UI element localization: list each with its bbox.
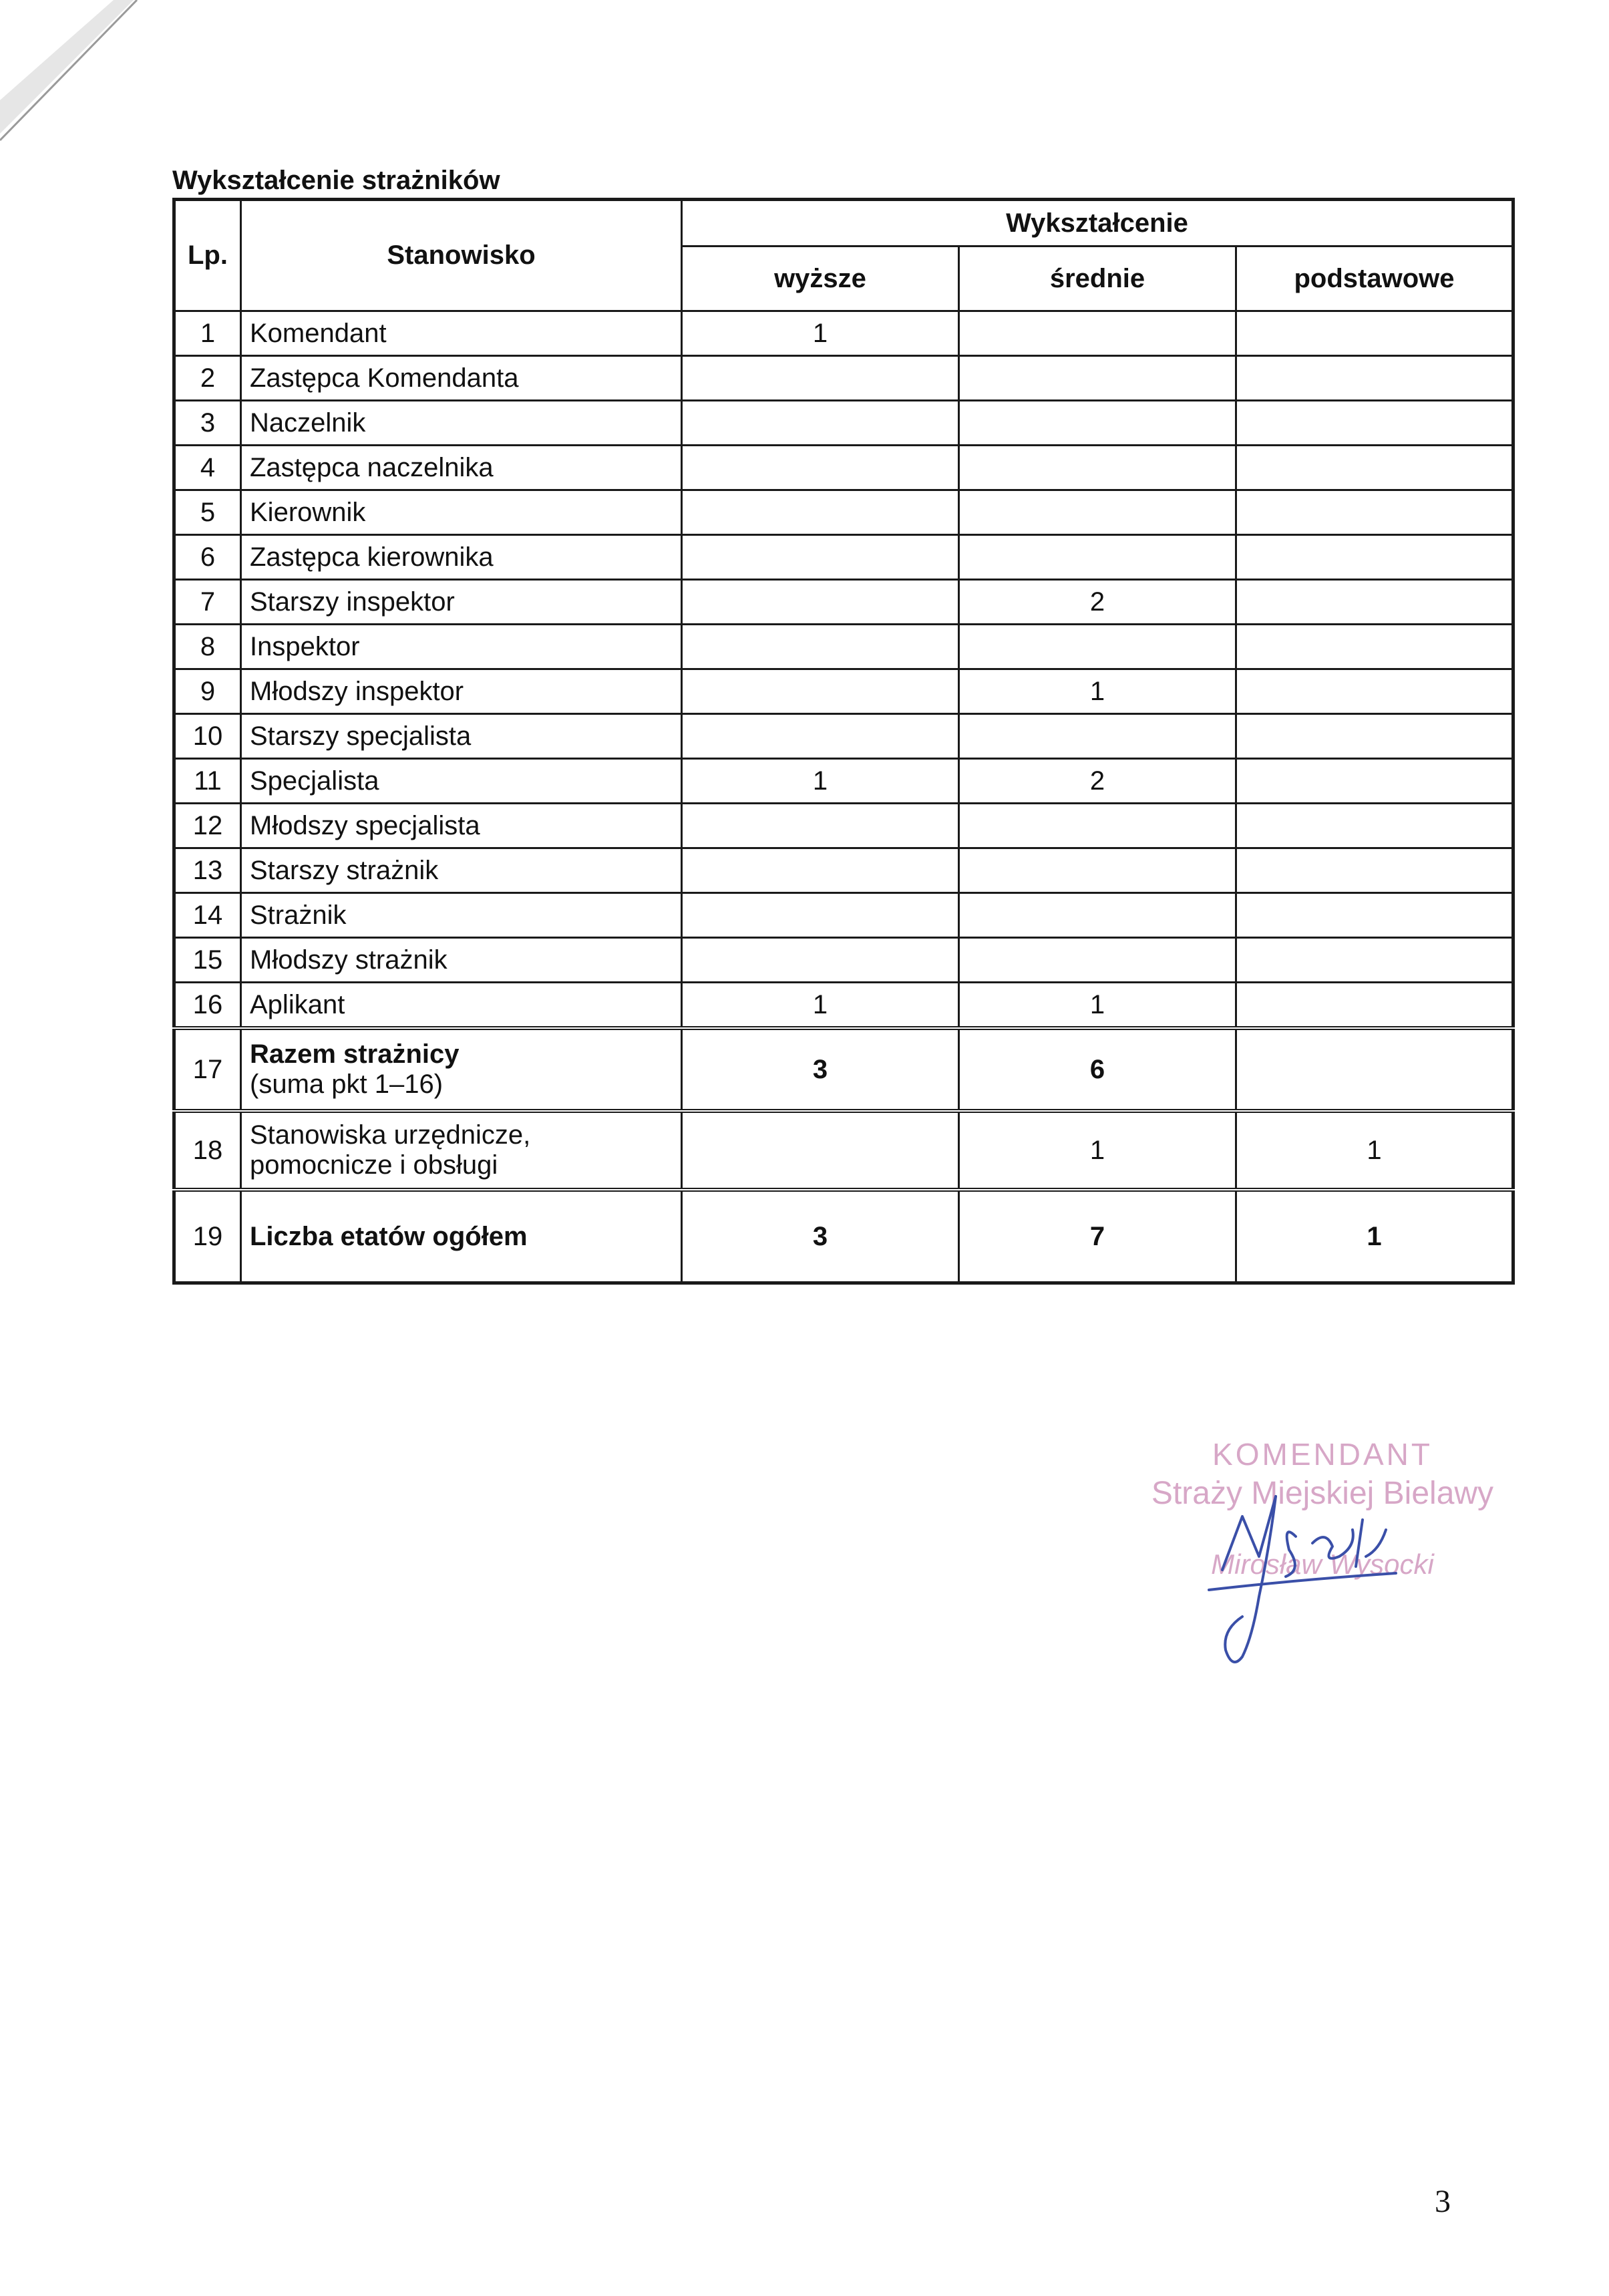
section-title: Wykształcenie strażników xyxy=(172,166,500,195)
table-row xyxy=(174,490,1513,535)
row-primary xyxy=(1236,983,1513,1029)
row-number: 17 xyxy=(174,1028,241,1111)
row-secondary: 2 xyxy=(959,580,1236,625)
row-number: 13 xyxy=(174,848,241,893)
row-position: Aplikant xyxy=(241,983,682,1029)
row-higher: 1 xyxy=(682,983,959,1029)
handwritten-signature xyxy=(1196,1456,1436,1670)
row-secondary xyxy=(959,938,1236,983)
row-primary xyxy=(1236,580,1513,625)
admin-secondary: 1 xyxy=(959,1111,1236,1190)
table-row xyxy=(174,669,1513,714)
row-number: 16 xyxy=(174,983,241,1029)
row-primary xyxy=(1236,446,1513,490)
row-number: 9 xyxy=(174,669,241,714)
row-position: Zastępca Komendanta xyxy=(241,356,682,401)
row-primary xyxy=(1236,848,1513,893)
row-position: Młodszy inspektor xyxy=(241,669,682,714)
row-number: 15 xyxy=(174,938,241,983)
row-number: 14 xyxy=(174,893,241,938)
row-number: 1 xyxy=(174,311,241,356)
row-secondary xyxy=(959,714,1236,759)
header-higher: wyższe xyxy=(682,247,959,311)
table-row xyxy=(174,580,1513,625)
header-row-top xyxy=(174,200,1513,247)
table-row xyxy=(174,535,1513,580)
row-primary xyxy=(1236,356,1513,401)
stamp-title: KOMENDANT xyxy=(1212,1437,1433,1472)
row-higher: 1 xyxy=(682,759,959,804)
row-secondary: 2 xyxy=(959,759,1236,804)
row-position: Starszy inspektor xyxy=(241,580,682,625)
row-primary xyxy=(1236,804,1513,848)
row-secondary xyxy=(959,356,1236,401)
row-position: Kierownik xyxy=(241,490,682,535)
row-higher: 1 xyxy=(682,311,959,356)
admin-primary: 1 xyxy=(1236,1111,1513,1190)
table-row xyxy=(174,759,1513,804)
admin-label-line1: Stanowiska urzędnicze, xyxy=(250,1120,531,1150)
row-number: 5 xyxy=(174,490,241,535)
table-row xyxy=(174,804,1513,848)
row-position: Strażnik xyxy=(241,893,682,938)
header-lp: Lp. xyxy=(174,200,241,311)
row-secondary: 1 xyxy=(959,669,1236,714)
row-secondary xyxy=(959,848,1236,893)
row-higher xyxy=(682,804,959,848)
header-education-group: Wykształcenie xyxy=(682,200,1513,247)
row-higher xyxy=(682,893,959,938)
row-secondary xyxy=(959,893,1236,938)
row-higher xyxy=(682,714,959,759)
row-secondary: 1 xyxy=(959,983,1236,1029)
total-higher: 3 xyxy=(682,1028,959,1111)
row-higher xyxy=(682,535,959,580)
admin-positions-row xyxy=(174,1111,1513,1190)
row-secondary xyxy=(959,446,1236,490)
row-position: Młodszy specjalista xyxy=(241,804,682,848)
grand-total-primary: 1 xyxy=(1236,1190,1513,1283)
row-position: Naczelnik xyxy=(241,401,682,446)
total-guards-label xyxy=(241,1028,682,1111)
table-row xyxy=(174,625,1513,669)
row-higher xyxy=(682,580,959,625)
total-guards-title: Razem strażnicy xyxy=(250,1039,460,1069)
header-secondary: średnie xyxy=(959,247,1236,311)
total-guards-row xyxy=(174,1028,1513,1111)
grand-total-row xyxy=(174,1190,1513,1283)
table-row xyxy=(174,714,1513,759)
row-secondary xyxy=(959,401,1236,446)
row-position: Inspektor xyxy=(241,625,682,669)
row-number: 10 xyxy=(174,714,241,759)
row-higher xyxy=(682,669,959,714)
header-primary: podstawowe xyxy=(1236,247,1513,311)
row-higher xyxy=(682,625,959,669)
row-primary xyxy=(1236,625,1513,669)
row-number: 8 xyxy=(174,625,241,669)
row-secondary xyxy=(959,490,1236,535)
table-row xyxy=(174,311,1513,356)
page-number: 3 xyxy=(1435,2184,1451,2219)
row-position: Starszy strażnik xyxy=(241,848,682,893)
row-higher xyxy=(682,446,959,490)
row-primary xyxy=(1236,669,1513,714)
row-number: 7 xyxy=(174,580,241,625)
row-position: Starszy specjalista xyxy=(241,714,682,759)
row-number: 3 xyxy=(174,401,241,446)
table-row xyxy=(174,848,1513,893)
table-row xyxy=(174,356,1513,401)
row-secondary xyxy=(959,311,1236,356)
scan-artifact-corner xyxy=(0,0,160,147)
row-primary xyxy=(1236,535,1513,580)
row-primary xyxy=(1236,938,1513,983)
row-primary xyxy=(1236,893,1513,938)
education-table xyxy=(172,198,1515,1285)
table-row xyxy=(174,446,1513,490)
stamp-institution: Straży Miejskiej Bielawy xyxy=(1151,1476,1494,1511)
admin-label-line2: pomocnicze i obsługi xyxy=(250,1150,498,1180)
education-table-container xyxy=(172,198,1453,1285)
row-higher xyxy=(682,490,959,535)
row-number: 12 xyxy=(174,804,241,848)
admin-higher xyxy=(682,1111,959,1190)
row-secondary xyxy=(959,535,1236,580)
row-position: Komendant xyxy=(241,311,682,356)
row-number: 18 xyxy=(174,1111,241,1190)
total-guards-note: (suma pkt 1–16) xyxy=(250,1070,443,1099)
row-number: 2 xyxy=(174,356,241,401)
table-row xyxy=(174,893,1513,938)
table-row xyxy=(174,401,1513,446)
row-number: 6 xyxy=(174,535,241,580)
row-position: Specjalista xyxy=(241,759,682,804)
row-primary xyxy=(1236,714,1513,759)
grand-total-label: Liczba etatów ogółem xyxy=(241,1190,682,1283)
row-secondary xyxy=(959,625,1236,669)
row-higher xyxy=(682,356,959,401)
row-position: Młodszy strażnik xyxy=(241,938,682,983)
total-primary xyxy=(1236,1028,1513,1111)
header-position: Stanowisko xyxy=(241,200,682,311)
admin-positions-label xyxy=(241,1111,682,1190)
total-secondary: 6 xyxy=(959,1028,1236,1111)
row-higher xyxy=(682,938,959,983)
table-row xyxy=(174,938,1513,983)
row-higher xyxy=(682,401,959,446)
stamp-name: Mirosław Wysocki xyxy=(1211,1548,1434,1580)
row-number: 11 xyxy=(174,759,241,804)
row-primary xyxy=(1236,490,1513,535)
row-number: 4 xyxy=(174,446,241,490)
row-primary xyxy=(1236,759,1513,804)
row-number: 19 xyxy=(174,1190,241,1283)
row-primary xyxy=(1236,311,1513,356)
row-position: Zastępca naczelnika xyxy=(241,446,682,490)
grand-total-higher: 3 xyxy=(682,1190,959,1283)
row-secondary xyxy=(959,804,1236,848)
grand-total-secondary: 7 xyxy=(959,1190,1236,1283)
row-position: Zastępca kierownika xyxy=(241,535,682,580)
row-primary xyxy=(1236,401,1513,446)
table-row xyxy=(174,983,1513,1029)
row-higher xyxy=(682,848,959,893)
